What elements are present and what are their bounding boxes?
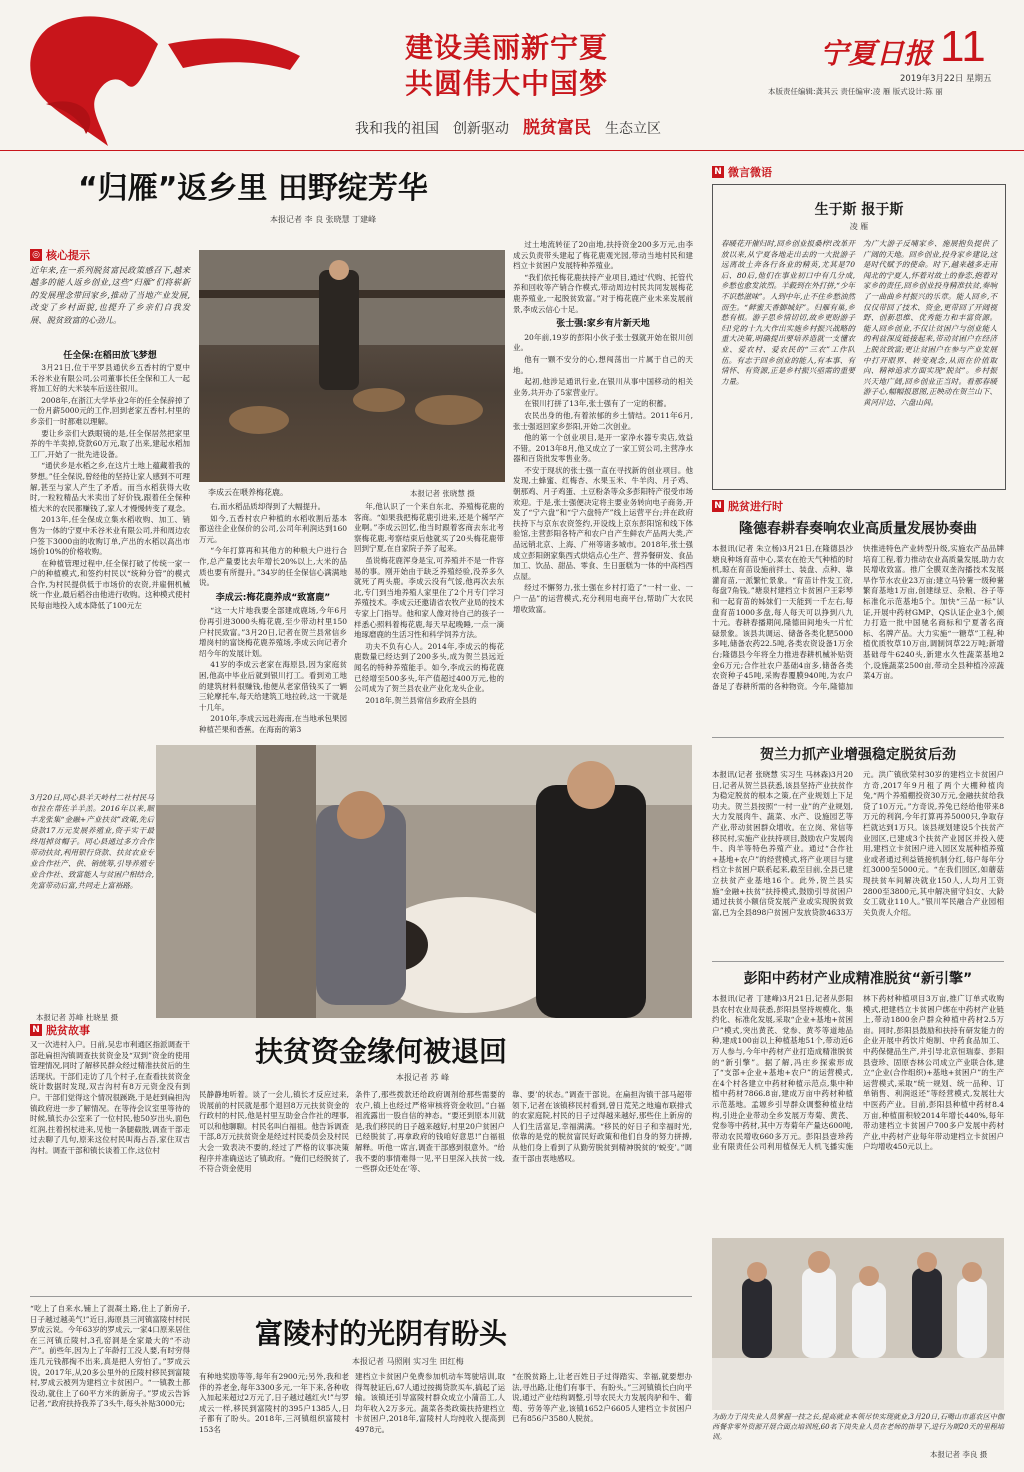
n-logo-icon: N [712, 500, 724, 512]
weibo-tag: N 微言微语 [712, 164, 772, 180]
pengyang-title: 彭阳中药材产业成精准脱贫“新引擎” [743, 971, 973, 987]
fund-col-3: 条件了,那些拨款还给政府调剂给那些需要的农户,镇上也经过严格审核将资金收回。”白福祖流露出一股自信的神态。“要还到原本川就是,我们移民的日子越来越好,村里20户贫困户已经脱贫了,再拿政府的钱咱好意思!”白福祖解释。听他一席言,调查干部感到很意外。“给我不要的事情难得一见,平日里深入扶贫一线,一些群众还处在‘等、 [355, 1090, 505, 1174]
key-label: ◎ 核心提示 [30, 247, 90, 263]
fuling-story-title: 富陵村的光阴有盼头 [255, 1317, 508, 1350]
longde-text: 本报讯(记者 朱立杨)3月21日,在隆德县沙塘良种场育苗中心,菜农在抢天气种植的时机,晾在育苗设施前拌土、装盘、点种、靠灌育苗,一派繁忙景象。“育苗计件发工资,每盘7角钱。”塘泉村建档立卡贫困户王彩琴和一起育苗的姊妹们一天能到一千左右,每盘育苗1000多盘,每人每天可以挣到八九十元。春耕春播期间,隆德田间地头一片忙碌景象。该县共调运、储备各类化肥5000多吨,储备农药22.5吨,各类农资设备1万余台;隆德县今年将全力推进春耕机械补贴资金6万元;合作社农户基础4亩多,储备各类农资种子45吨,采购春覆膜940吨,为农户备足了春耕所需的各种物资。今年,隆德加快推进特色产业转型升级,实施农产品品牌培育工程,着力推动农业高质量发展,助力农民增收致富。推广全膜双垄沟播技术发展旱作节水农业23万亩;建立马铃薯一级种薯繁育基地1万亩,创建绿豆、杂粮、谷子等标准化示范基地5个。加快“三品一标”认证,开展中药材GMP、QS认证企业3个,倾力打造一批中国驰名商标和宁夏著名商标、名牌产品。大力实施“一糖草”工程,种植优质牧草10万亩,调制饲草22万吨;新增基础母牛6240头,新建水久性蔬菜基地2个,设施蔬菜2500亩,带动全县种植冷凉蔬菜4万亩。 [712, 544, 1004, 691]
fuling-col-3: 建档立卡贫困户免费参加机动车驾驶培训,取得驾驶证后,67人通过按揭贷款买车,搞起了运输。该镇还引导富陵村群众成立小蒲苗工,人均年收入2万多元。蔬菜各类政策扶持建档立卡贫困户,2018年,富陵村人均纯收入提高到4978元。 [355, 1372, 505, 1434]
n-logo-icon: N [712, 166, 724, 178]
paper-name: 宁夏日报 [820, 37, 933, 70]
weibo-col-1: 春暖花开催归时,回乡创业报桑梓!改革开放以来,从宁夏各地走出去的一大批游子远离故土奔各行各业的精英,尤其是70后、80后,他们在事业初口中有几分成,乡愁也愈发浓烈。羊毂到在外打拼,“少年不识愁滋味”。人到中年,止不住乡愁油然而生。“鲜蜜天香脚城好”。归雁有巢,乡愁有根。游子思乡情切切,故乡更盼游子归!党的十九大作出实施乡村振兴战略的重大决策,明确提出要培养造就一支懂农业、爱农村、爱农民的“三农”工作队伍。有志于回乡创业的能人,有本事、有情怀、有资源,正是乡村振兴亟需的重要力量。 [721, 239, 855, 386]
fund-story-byline: 本报记者 苏 峰 [396, 1073, 450, 1082]
red-flag-logo [8, 6, 308, 148]
key-text: 近年来,在一系列脱贫富民政策感召下,越来越多的能人返乡创业,这些“归雁”们将崭新的发展理念带回家乡,推动了当地产业发展,改变了乡村面貌,也提升了乡亲们自我发展、脱贫致富的心劲儿。 [30, 265, 190, 325]
fuling-story-byline: 本报记者 马照刚 实习生 田红梅 [352, 1357, 464, 1366]
theme-item: 生态立区 [605, 121, 661, 137]
main-col-2: 右,而水稻品质却得到了大幅提升。 如今,五香村农户种植的水稻收割后基本都送往企业保价的公司,公司年利润达到160万元。 “今年打算再和其他方的种粮大户进行合作,总产量要比去年增长20%以上,大米的品质也要有所提升。”34岁的任全保信心满满地说。 李成云:梅花鹿养成“致富鹿” “这一大片地我要全部建成鹿场,今年6月份再引进3000头梅花鹿,至少带动村里150户村民致富。”3月20日,记者在贺兰县常信乡增岗村的富饶梅花鹿养殖场,李成云向记者介绍今年的发展计划。 41岁的李成云老家在海原县,因为家庭贫困,他高中毕业后就到银川打工。看到劝工地的建筑材料很赚钱,他便从老家借钱买了一辆三轮摩托车,每天给建筑工地拉砖,这一干就是十几年。 2010年,李成云远赴海南,在当地承包果园种植芒果和香蕉。在海南的第3 [199, 502, 347, 734]
theme-bar [355, 113, 661, 138]
fuling-col-1: “吃上了自来水,铺上了混凝土路,住上了新房子,日子越过越美气!”近日,海原县三河镇富陵村村民罗成云说。今年63岁的罗成云,一家4口原来居住在三河镇丘陵村,3孔窑洞是全家最大的“不动产”。前些年,因为上了年龄打工没人要,有时穷得连几元钱都掏不出来,真是把人穷怕了。”罗成云说。2017年,从20多公里外的丘陵村移民到富陵村,罗成云被列为建档立卡贫困户。“一镇教土都没动,就住上了60平方米的新房子。”罗成云告诉记者,“政府扶持我养了3头牛,每头补贴3000元; [30, 1304, 190, 1409]
n-logo-icon: N [30, 1024, 42, 1036]
target-icon: ◎ [30, 249, 42, 261]
theme-item-active: 脱贫富民 [523, 118, 591, 138]
deer-photo-credit: 本报记者 张晓慧 摄 [410, 489, 475, 498]
pengyang-text: 本报讯(记者 丁建峰)3月21日,记者从彭阳县农村农业局获悉,彭阳县坚持规模化、集约化、标准化发展,采取“企业+基地+贫困户”模式,突出黄芪、党参、黄芩等道地品种,建成100亩以上种植基地51个,带动近6万人参与,今年中药材产业打造成精准脱贫的“新引擎”。据了解,冯庄乡探索形成了“支部+企业+基地+农户”的运营模式,在4个村各建立中药材种植示范点,集中种植中药材7866.8亩,建成万亩中药材种植示范基地。孟塬乡引导群众调整种植业结构,引进企业带动全乡发展万寿菊、黄芪、党参等中药材,其中万寿菊年产量达600吨,带动农民增收660多万元。彭阳县壹珍药业有限责任公司利用植保无人机飞播实施林下药材种植项目3万亩,推广订单式收购模式,把建档立卡贫困户绑在中药材产业链上,带动1800余户群众种植中药材2.5万亩。同时,彭阳县鼓励和扶持有研发能力的企业开展中药饮片炮制、中药食品加工、中药保健品生产,并引导北京恒瑞泰、彭阳县壹珍、固原杏林公司成立产业联合体,建立“企业(合作组织)+基地+贫困户”的生产运营模式,采取“统一规划、统一品种、订单销售、利润返还”等经营模式,发展壮大中医药产业。目前,彭阳县种植中药材8.4万亩,种植面积较2014年增长440%,每年带动建档立卡贫困户700多户发展中药材产业,中药材产业每年带动建档立卡贫困户户均增收450元以上。 [712, 994, 1004, 1152]
weibo-box [712, 184, 1006, 490]
sheep-photo [156, 745, 692, 1018]
fuling-col-2: 有种地奖励等等,每年有2900元;另外,我和老伴的养老金,每年3300多元,一年下来,各种收入加起来超过2万元了,日子越过越红火!”与罗成云一样,移民到富陵村的395户1385人,日子都有了盼头。2018年,三河镇组织富陵村153名 [199, 1372, 349, 1434]
subhead-1: 任全保:在稻田放飞梦想 [63, 351, 157, 361]
deer-photo [199, 250, 505, 482]
weibo-title: 生于斯 报于斯 [814, 202, 904, 218]
main-col-3: 年,他认识了一个来自东北、养殖梅花鹿的客商。“如果我把梅花鹿引进来,还是个稀罕产业啊。”李成云回忆,他当时跟着客商去东北考察梅花鹿,考察结束后他就买了20头梅花鹿带回到宁夏,在自家院子养了起来。 虽说梅花鹿浑身是宝,可养殖并不是一件容易的事。刚开始由于缺乏养殖经验,没养多久就死了两头鹿。李成云没有气馁,他再次去东北,专门到当地养殖人家里住了2个月专门学习养殖技术。李成云还邀请省农牧产业局的技术专家上门指导。他和家人像对待自己的孩子一样悉心照料着梅花鹿,每天早起晚睡,一点一滴地琢磨鹿的生活习性和科学饲养方法。 功夫不负有心人。2014年,李成云的梅花鹿数量已经达到了200多头,成为贺兰县远近闻名的特种养殖能手。如今,李成云的梅花鹿已经增至500多头,年产值超过400万元,他的公司成为了贺兰县农业产业化龙头企业。 2018年,贺兰县常信乡政府全县的 [354, 502, 504, 705]
longde-title: 隆德春耕春奏响农业高质量发展协奏曲 [739, 521, 977, 537]
subhead-3: 张士强:家乡有片新天地 [556, 319, 650, 330]
slogan-line-1: 建设美丽新宁夏 [405, 31, 609, 64]
key-text-box [30, 264, 190, 344]
fuling-col-4: “在脱贫路上,让老百姓日子过得踏实、幸福,就要想办法,寻出路,让他们有事干、有盼头。”三河镇镇长白向平说,通过产业结构调整,引导农民大力发展肉驴和牛、葡萄、劳务等产业,该镇1652户6605人建档立卡贫困户已有856户3580人脱贫。 [512, 1372, 692, 1424]
cooking-class-photo [712, 1238, 1004, 1410]
helan-title: 贺兰力抓产业增强稳定脱贫后劲 [760, 747, 956, 763]
sheep-photo-caption: 3月20日,同心县羊天岭村二社村民马布拉在帮佐羊羊羔。2016年以来,顺丰龙张集“金融+产业扶贫”政策,先后贷款17万元发展养殖业,资手实干最终甩掉贫帽子。同心县通过多方合作带动扶贫,利用银行贷款、扶贫农业专业合作社产、供、销统筹,引导养殖专业合作社、致富能人与贫困户相结合,先富带动后富,共同走上富裕路。 [30, 793, 154, 890]
fund-story-title: 扶贫资金缘何被退回 [255, 1035, 508, 1068]
main-story-title: “归雁”返乡里 田野绽芳华 [78, 171, 428, 206]
weibo-author: 凌 雁 [849, 222, 869, 231]
deer-photo-caption: 李成云在喂养梅花鹿。 [208, 488, 288, 497]
theme-item: 我和我的祖国 [355, 121, 439, 137]
main-col-1: 3月21日,位于平罗县通伏乡五香村的宁夏中禾谷米业有限公司,公司董事长任全保和工人一起将加工好的大米装车后送往银川。 2008年,在浙江大学毕业2年的任全保辞掉了一份月薪5000元的工作,回到老家五香村,村里的乡亲们一时都难以理解。 要让乡亲们大跌眼镜的是,任全保居然把家里养的牛羊卖掉,贷款60万元,取了出来,建起水稻加工厂,开始了一批先进设备。 “通伏乡是水稻之乡,在这片土地上蕴藏着我的梦想。”任全保说,曾经他的坚持让家人感到不可理解,甚至与家人产生了矛盾。而当水稻获得大收时,一粒粒精品大米卖出了好价钱,跟着任全保种植大米的农民都赚钱了,家人才慢慢转变了观念。 2013年,任全保成立集水稻收购、加工、销售为一体的宁夏中禾谷米业有限公司,并和周边农户签下3000亩的收购订单,产出的水稻以高出市场价10%的价格收购。 在种植管理过程中,任全保打破了传统一家一户的种植模式,和签约村民以“统种分管”的模式合作,为村民提供低于市场价的农资,并雇佣机械统一作业,最后稻谷由他进行收购。这种模式使村民每亩地投入成本降低了100元左 [30, 363, 190, 611]
weibo-col-2: 为广大游子反哺家乡、施展抱负提供了广阔的天地。回乡创业,投身家乡建设,这是时代赋予的使命。时下,越来越多走南闯北的宁夏人,怀着对故土的眷恋,抱着对家乡的责任,回乡创业投身精准扶贫,奏响了一曲曲乡村振兴的乐章。能人回乡,不仅仅带回了技术、资金,更带回了开阔视野、创新思维、优秀能力和丰富资源。能人回乡创业,不仅让贫困户与创业能人的利益深度链接起来,带动贫困户在经济上脱贫致富;更让贫困户在参与产业发展中打开眼界、转变观念,从而在价值取向、精神追求方面实现“脱贫”。乡村振兴天地广阔,回乡创业正当时。看那春暖游子心,幅幅报恩图,正映动在贺兰山下、黄河岸边、六盘山间。 [863, 239, 997, 407]
news-tag: N 脱贫进行时 [712, 498, 783, 514]
fund-col-4: 靠、要’的状态。”调查干部说。在扁担沟镇干部马超带领下,记者在该镇移民村看到,曾日荒芜之地遍布联排式的农家庭院,村民的日子过得越来越好,那些住上新房的人们生活富足,幸福满满。“移民的好日子和幸福时光,依靠的是党的脱贫富民好政策和他们自身的努力拼搏,从他们身上看到了从勤劳脱贫到精神脱贫的‘蜕变’。”调查干部由衷地感叹。 [512, 1090, 692, 1163]
cooking-photo-credit: 本报记者 李良 摄 [930, 1450, 988, 1459]
theme-item: 创新驱动 [453, 121, 509, 137]
page-number: 11 [940, 22, 986, 71]
subhead-2: 李成云:梅花鹿养成“致富鹿” [215, 592, 331, 603]
fund-col-1: 又一次进村入户。日前,吴忠市利通区指派调查干部赴扁担沟镇调查扶贫资金及“双到”资金的使用管理情况,同时了解移民群众经过精准扶贫后的生活现状。干部们走访了几个村子,在查看扶贫资金统计数据时发现,双吉沟村有8万元资金没有到户。干部们觉得这个情况很蹊跷,于是赶到扁担沟镇政府进一步了解情况。在等待会议室里等待的时候,镇长办公室来了一位村民,他50岁出头,面色红润,拄着拐杖进来,见他一条腿截肢,调查干部走过去聊了几句,原来这位村民叫海占吾,家住双吉沟村。调查干部和镇长谈着工作,这位村 [30, 1040, 190, 1155]
helan-text: 本报讯(记者 张晓慧 实习生 马林森)3月20日,记者从贺兰县获悉,该县坚持产业扶贫作为稳定脱贫的根本之策,在产业规划上下足功夫。贺兰县按照“一村一业”的产业规划,大力发展肉牛、蔬菜、水产、设施园艺等产业,带动贫困群众增收。在立岗、常信等移民村,实施产业扶持项目,鼓励农户发展肉牛、肉羊等特色养殖产业。通过“合作社+基地+农户”的经营模式,将产业项目与建档立卡贫困户联系起来,截至目前,全县已建立扶贫产业基地16个。此外,贺兰县实施“金融+扶贫”扶持模式,鼓励引导贫困户通过扶贫小额信贷发展产业或实现脱贫致富,已为全县898户贫困户发放贷款4633万元。洪广镇欣荣村30岁的建档立卡贫困户方奇,2017年9月租了两个大棚种植肉兔,“两个养殖棚投资30万元,金融扶贫给我贷了10万元。”方奇说,养兔已经给他带来8万元的利润,今年打算再养5000只,争取存栏就达到1万只。该县规划建设5个扶贫产业园区,已建成3个扶贫产业园区并投入使用,建档立卡贫困户进入园区发展种植养殖业或者通过利益链接机制分红,每户每年分红3000至5000元。“在我们园区,如蘑菇现扶贫车间解决就业150人,人均月工资2800至3800元,其中解决留守妇女、大龄女工就业110人。”银川军民融合产业园相关负责人介绍。 [712, 770, 1004, 917]
editors-line: 本版责任编辑:龚其云 责任编审:凌 雁 版式设计:陈 丽 [768, 87, 943, 96]
masthead [0, 0, 1024, 150]
fund-col-2: 民静静地听着。谈了一会儿,镇长才反应过来,说展前的村民就是那个退回8万元扶贫资金的行政村的村民,他是村里互助金合作社的理事,可以和他聊聊。村民名叫白福祖。他告诉调查干部,8万元扶贫资金是经过村民委员会及村民大会一致表决不要的,经过了严格的议事决策程序并准确送达了镇政府。“俺们已经脱贫了,不符合资金使用 [199, 1090, 349, 1174]
sheep-photo-credit: 本报记者 苏峰 杜晓星 摄 [36, 1013, 119, 1022]
story-tag: N 脱贫故事 [30, 1022, 90, 1038]
main-story-byline: 本报记者 李 良 张晓慧 丁建峰 [270, 215, 377, 224]
main-col-4: 过土地流转征了20亩地,扶持资金200多万元,由李成云负责带头建起了梅花鹿观光园,带动当地村民和建档立卡贫困户发展特种养殖业。 “我们依托梅花鹿扶持产业项目,通过‘代购、托管代养和回收等产销合作模式,带动周边村民共同发展梅花鹿养殖业,一起脱贫致富。”对于梅花鹿产业未来发展前景,李成云信心十足。 张士强:家乡有片新天地 20年前,19岁的彭阳小伙子张士强就开始在银川创业。 他有一颗不安分的心,想闯荡出一片属于自己的天地。 起初,他涉足通讯行业,在银川从事中国移动的相关业务,共开办了5家营业厅。 在银川打拼了13年,张士强有了一定的积蓄。 农民出身的他,有着浓郁的乡土情结。2011年6月,张士强返回家乡彭阳,开始二次创业。 他的第一个创业项目,是开一家净水器专卖店,效益不错。2013年8月,他又成立了一家工贸公司,主营净水器和百货批发零售业务。 不安于现状的张士强一直在寻找新的创业项目。他发现,土蜂蜜、红梅杏、水果玉米、牛羊肉、月子鸡、朝那鸡、月子鸡蛋、土豆粉条等众多彭阳特产很受市场欢迎。于是,张士强便决定将主要业务转向电子商务,开发了“宁六盘”和“宁六盘特产”线上运营平台;并在政府扶持下与京东农资签约,开设线上京东彭阳馆和线下体验馆,主营彭阳各特产和农户自产生鲜农产品两大类,产品远销北京、上海、广州等诸多城市。2018年,张士强成立彭阳朗家集西式烘焙点心生产、营养餐研发、食品加工、饮品、甜品、零食、生日蛋糕为一体的中高档西点屋。 经过不懈努力,张士强在乡村打造了“一村一业、一户一品”的运营模式,充分利用电商平台,帮助广大农民增收致富。 [513, 240, 693, 614]
slogan-line-2: 共圆伟大中国梦 [405, 67, 609, 100]
issue-date: 2019年3月22日 星期五 [900, 74, 992, 84]
cooking-photo-caption: 为助力于岗失业人员掌握一技之长,提高就业本领尽快实现就业,3月20日,石嘴山市惠农区中伽西餐非零外资源开展合面点培训班,60名下岗失业人员在老师的指导下,进行为期20天的里程培训。 [712, 1413, 1004, 1441]
